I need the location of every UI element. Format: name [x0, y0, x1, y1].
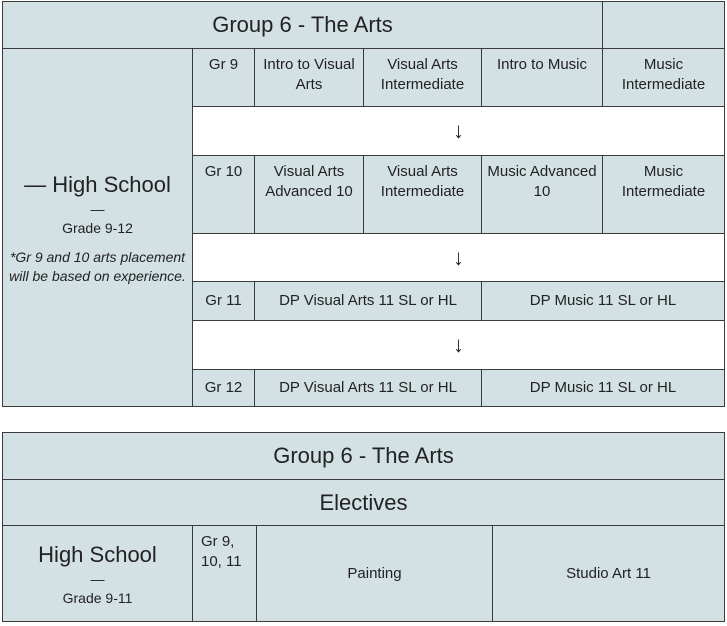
empty-header-cell [603, 2, 725, 49]
down-arrow-icon: ↓ [193, 234, 725, 282]
school-side-panel [3, 526, 193, 622]
grade-label-11: Gr 11 [193, 282, 255, 321]
grade-label-12: Gr 12 [193, 370, 255, 407]
course-cell: Visual Arts Intermediate [364, 49, 482, 107]
grade-label-10: Gr 10 [193, 156, 255, 234]
course-cell: Studio Art 11 [493, 526, 725, 622]
electives-table [2, 432, 725, 622]
side-dash: — [90, 570, 105, 587]
course-cell: Intro to Music [482, 49, 603, 107]
down-arrow-icon: ↓ [193, 107, 725, 156]
arts-pathway-table [2, 1, 725, 407]
grade-label: Gr 9, 10, 11 [193, 526, 257, 622]
course-cell: Visual Arts Intermediate [364, 156, 482, 234]
table-title: Group 6 - The Arts [3, 2, 603, 49]
course-cell: DP Visual Arts 11 SL or HL [255, 282, 482, 321]
side-title: — High School [24, 171, 171, 197]
side-dash: — [90, 200, 105, 217]
side-title: High School [38, 541, 157, 567]
course-cell: DP Music 11 SL or HL [482, 282, 725, 321]
course-cell: Music Advanced 10 [482, 156, 603, 234]
course-cell: DP Visual Arts 11 SL or HL [255, 370, 482, 407]
electives-subtitle: Electives [3, 480, 725, 526]
grade-label-9: Gr 9 [193, 49, 255, 107]
course-cell: Visual Arts Advanced 10 [255, 156, 364, 234]
course-cell: Painting [257, 526, 493, 622]
course-cell: Intro to Visual Arts [255, 49, 364, 107]
down-arrow-icon: ↓ [193, 321, 725, 370]
electives-table-title: Group 6 - The Arts [3, 433, 725, 480]
side-grade: Grade 9-11 [62, 589, 133, 606]
course-cell: Music Intermediate [603, 49, 725, 107]
course-cell: DP Music 11 SL or HL [482, 370, 725, 407]
placement-note: *Gr 9 and 10 arts placement will be based on experience. [9, 248, 186, 284]
side-grade: Grade 9-12 [62, 219, 133, 236]
course-cell: Music Intermediate [603, 156, 725, 234]
school-side-panel [3, 49, 193, 407]
